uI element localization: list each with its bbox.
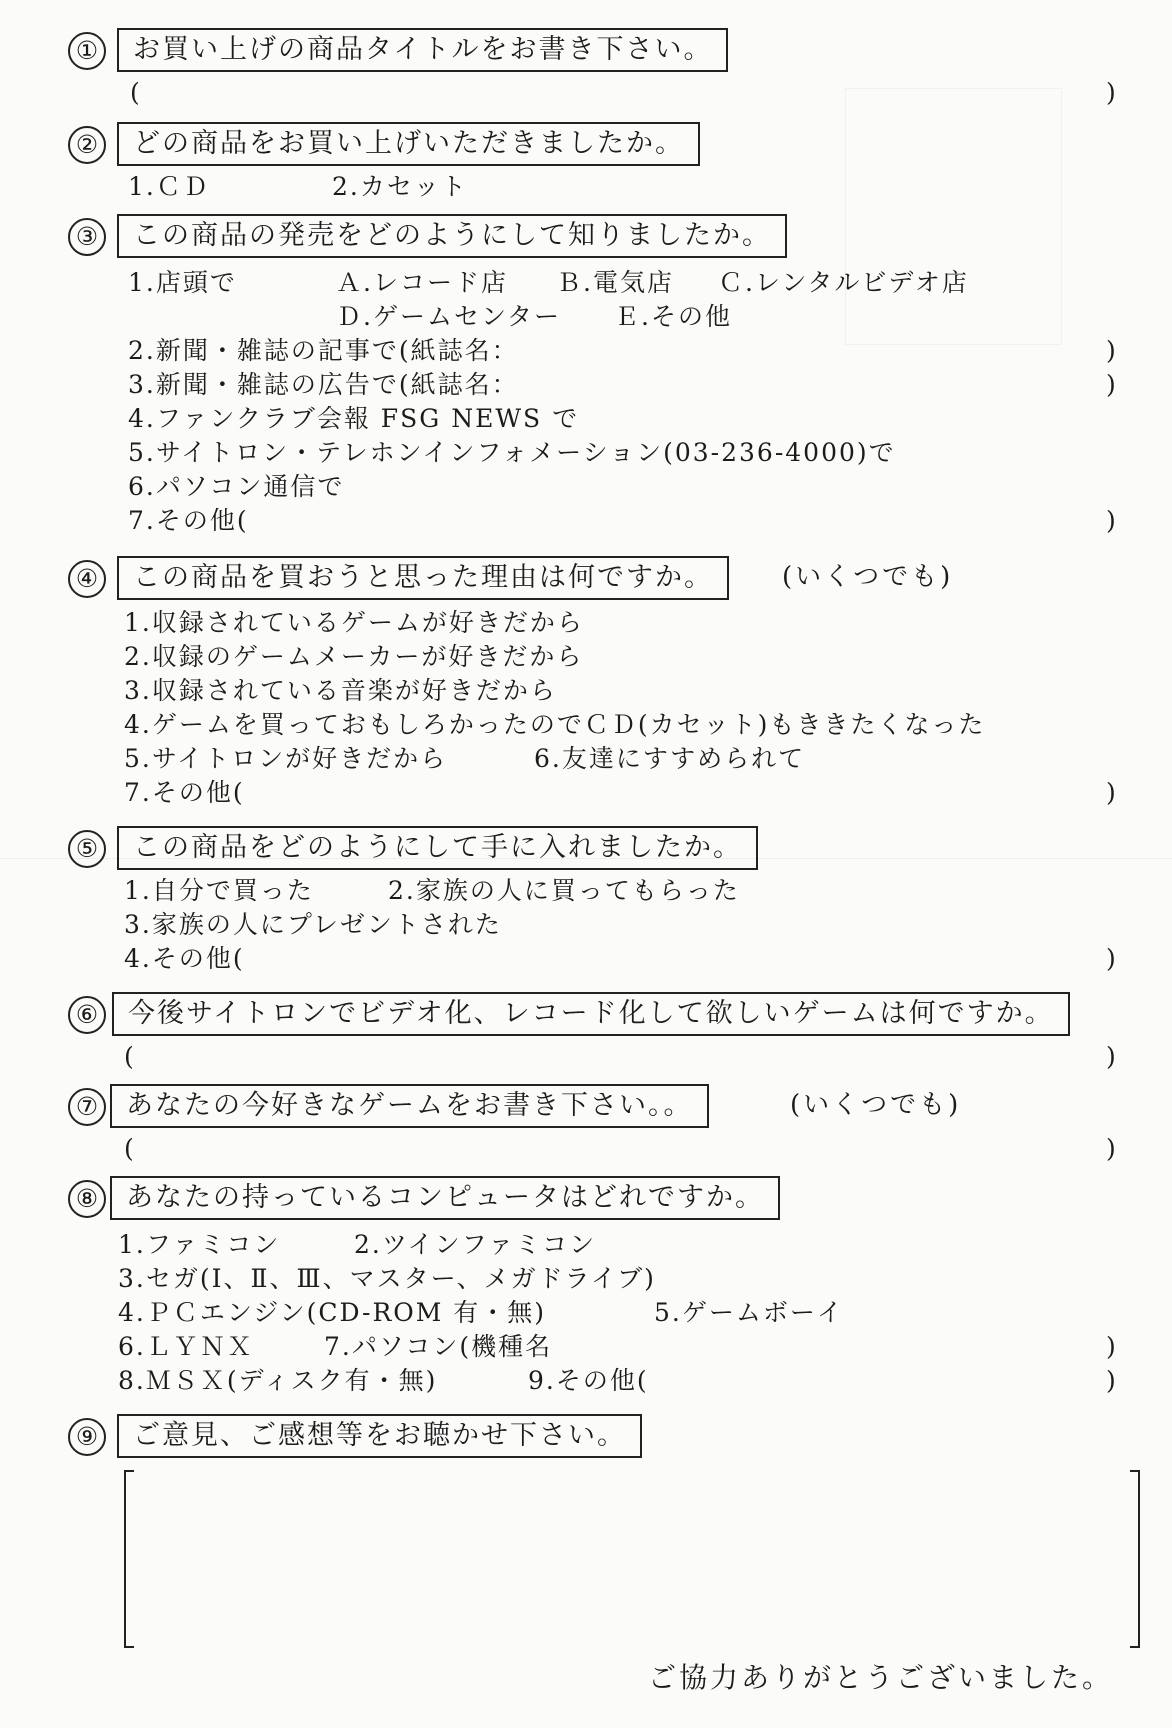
close-paren: ) [1106,78,1118,107]
thank-you-message: ご協力ありがとうございました。 [648,1661,1114,1694]
comment-area[interactable] [124,1470,1140,1650]
question-title: あなたの今好きなゲームをお書き下さい。。 [110,1084,709,1128]
question-title: この商品を買おうと思った理由は何ですか。 [117,556,729,600]
question-8 [0,1176,1172,1398]
computer-option-famicom[interactable]: 1.ファミコン [118,1230,281,1259]
question-7 [0,1084,1172,1166]
option-in-store[interactable]: 1.店頭で [128,268,237,297]
question-title: あなたの持っているコンピュータはどれですか。 [110,1176,780,1220]
reason-option-5[interactable]: 5.サイトロンが好きだから [124,744,448,773]
option-electronics-store[interactable]: Ｂ.電気店 [556,268,674,297]
close-paren: ) [1106,778,1118,807]
question-number: ⑥ [68,996,106,1034]
close-paren: ) [1106,1366,1118,1395]
question-note: (いくつでも) [790,1090,962,1120]
question-title: お買い上げの商品タイトルをお書き下さい。 [117,28,728,72]
question-5 [0,826,1172,976]
question-6 [0,992,1172,1074]
close-paren: ) [1106,370,1118,399]
reason-option-3[interactable]: 3.収録されている音楽が好きだから [124,676,557,705]
question-1 [0,28,1172,110]
option-fanclub-news[interactable]: 4.ファンクラブ会報 FSG NEWS で [128,404,580,433]
option-record-store[interactable]: Ａ.レコード店 [336,268,508,297]
question-number: ① [68,32,106,70]
question-note: (いくつでも) [782,562,954,592]
option-news-article[interactable]: 2.新聞・雑誌の記事で(紙誌名： [128,336,519,365]
question-number: ⑤ [68,830,106,868]
open-paren: ( [124,1042,136,1071]
option-news-ad[interactable]: 3.新聞・雑誌の広告で(紙誌名： [128,370,519,399]
option-other[interactable]: 7.その他( [128,506,249,535]
question-9 [0,1414,1172,1458]
close-paren: ) [1106,1042,1118,1071]
question-3 [0,214,1172,538]
reason-option-1[interactable]: 1.収録されているゲームが好きだから [124,608,584,637]
option-store-other[interactable]: Ｅ.その他 [614,302,732,331]
question-number: ③ [68,218,106,256]
option-cassette[interactable]: 2.カセット [332,172,468,201]
question-number: ④ [68,560,106,598]
reason-option-2[interactable]: 2.収録のゲームメーカーが好きだから [124,642,584,671]
question-2 [0,122,1172,204]
option-telephone-info[interactable]: 5.サイトロン・テレホンインフォメーション(03-236-4000)で [128,438,896,467]
question-number: ⑨ [68,1418,106,1456]
question-number: ② [68,126,106,164]
question-number: ⑦ [68,1088,106,1126]
question-title: ご意見、ご感想等をお聴かせ下さい。 [117,1414,642,1458]
computer-option-sega[interactable]: 3.セガ(Ⅰ、Ⅱ、Ⅲ、マスター、メガドライブ) [118,1264,656,1293]
open-paren: ( [130,78,142,107]
reason-option-6[interactable]: 6.友達にすすめられて [534,744,806,773]
close-paren: ) [1106,336,1118,365]
close-paren: ) [1106,944,1118,973]
computer-option-other[interactable]: 9.その他( [528,1366,649,1395]
computer-option-twin-famicom[interactable]: 2.ツインファミコン [354,1230,597,1259]
question-title: この商品の発売をどのようにして知りましたか。 [117,214,787,258]
open-paren: ( [124,1134,136,1163]
acquire-option-other[interactable]: 4.その他( [124,944,245,973]
question-number: ⑧ [68,1180,106,1218]
question-title: 今後サイトロンでビデオ化、レコード化して欲しいゲームは何ですか。 [112,992,1070,1036]
computer-option-gameboy[interactable]: 5.ゲームボーイ [654,1298,844,1327]
acquire-option-3[interactable]: 3.家族の人にプレゼントされた [124,910,502,939]
option-cd[interactable]: 1.ＣＤ [128,172,210,201]
close-paren: ) [1106,1332,1118,1361]
computer-option-msx[interactable]: 8.ＭＳＸ(ディスク有・無) [118,1366,438,1395]
left-bracket [124,1470,134,1648]
acquire-option-2[interactable]: 2.家族の人に買ってもらった [388,876,740,905]
computer-option-pc-engine[interactable]: 4.ＰＣエンジン(CD-ROM 有・無) [118,1298,547,1327]
reason-option-other[interactable]: 7.その他( [124,778,245,807]
option-pc-network[interactable]: 6.パソコン通信で [128,472,345,501]
computer-option-lynx[interactable]: 6.ＬＹＮＸ [118,1332,254,1361]
question-4 [0,556,1172,810]
reason-option-4[interactable]: 4.ゲームを買っておもしろかったのでＣＤ(カセット)もききたくなった [124,710,986,739]
option-rental-video-store[interactable]: Ｃ.レンタルビデオ店 [718,268,969,297]
question-title: どの商品をお買い上げいただきましたか。 [117,122,700,166]
close-paren: ) [1106,506,1118,535]
close-paren: ) [1106,1134,1118,1163]
right-bracket [1130,1470,1140,1648]
option-game-center[interactable]: Ｄ.ゲームセンター [336,302,561,331]
acquire-option-1[interactable]: 1.自分で買った [124,876,314,905]
question-title: この商品をどのようにして手に入れましたか。 [117,826,758,870]
computer-option-pc[interactable]: 7.パソコン(機種名 [324,1332,553,1361]
